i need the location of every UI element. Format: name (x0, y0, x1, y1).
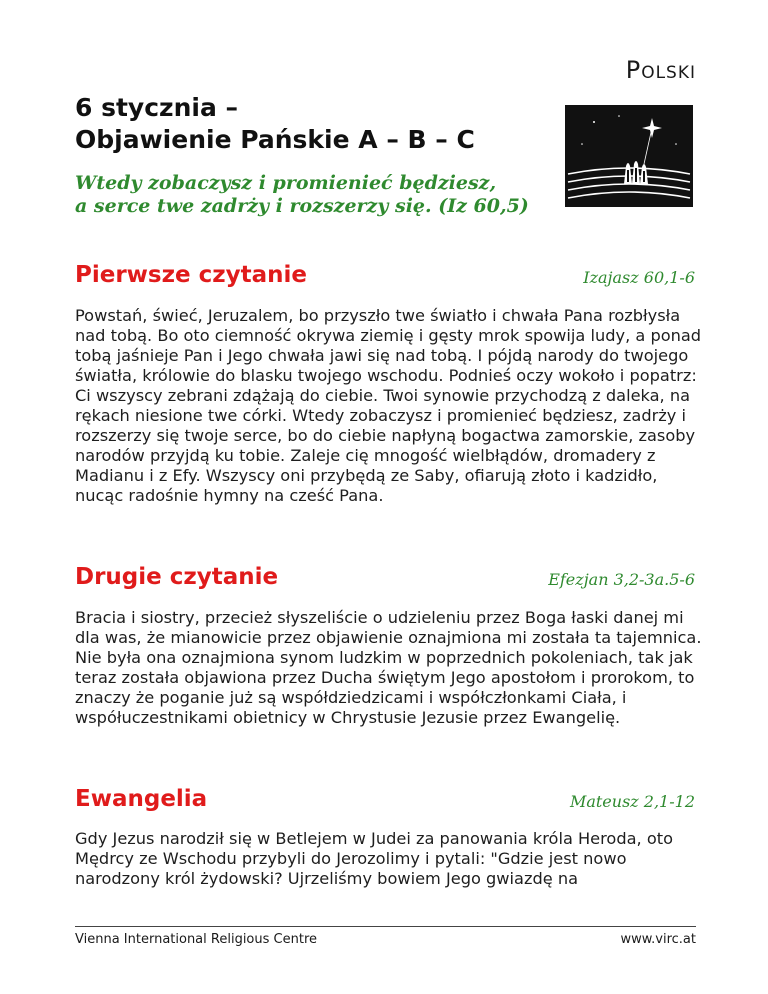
section-heading: Drugie czytanie (75, 564, 279, 590)
language-label: Polski (625, 56, 696, 84)
footer-organization: Vienna International Religious Centre (75, 932, 317, 947)
footer-website-link[interactable]: www.virc.at (620, 932, 696, 947)
section-gospel-header (75, 786, 695, 816)
page-title (75, 92, 545, 156)
section-reference: Izajasz 60,1-6 (583, 268, 695, 287)
title-line-1: 6 stycznia – (75, 93, 239, 122)
motto-line-1: Wtedy zobaczysz i promienieć będziesz, (75, 172, 497, 194)
magi-star-woodcut-image (564, 104, 694, 208)
footer-divider (75, 926, 696, 927)
motto (75, 172, 545, 218)
section-second-reading-header (75, 564, 695, 594)
section-text: Powstań, świeć, Jeruzalem, bo przyszło twe światło i chwała Pana rozbłysła nad tobą. Bo oto ciemność okrywa ziemię i gęsty mrok spowija ludy, a ponad tobą jaśnieje Pan i Jego chwała jawi się nad tobą. I pójdą narody do twojego światła, królowie do blasku twojego wschodu. Podnieś oczy wokoło i popatrz: Ci wszyscy zebrani zdążają do ciebie. Twoi synowie przychodzą z daleka, na rękach niesione twe córki. Wtedy zobaczysz i promienieć będziesz, zadrży i rozszerzy się twoje serce, bo do ciebie napłyną bogactwa zamorskie, zasoby narodów przyjdą ku tobie. Zaleje cię mnogość wielbłądów, dromadery z Madianu i z Efy. Wszyscy oni przybędą ze Saby, ofiarują złoto i kadzidło, nucąc radośnie hymny na cześć Pana. (75, 306, 702, 505)
section-text: Gdy Jezus narodził się w Betlejem w Judei za panowania króla Heroda, oto Mędrcy ze Wschodu przybyli do Jerozolimy i pytali: "Gdzie jest nowo narodzony król żydowski? Ujrzeliśmy bowiem Jego gwiazdę na (75, 829, 673, 888)
section-first-reading-header (75, 262, 695, 292)
section-text: Bracia i siostry, przecież słyszeliście o udzieleniu przez Boga łaski danej mi dla was, że mianowicie przez objawienie oznajmiona mi została ta tajemnica. Nie była ona oznajmiona synom ludzkim w poprzednich pokoleniach, tak jak teraz została objawiona przez Ducha świętym Jego apostołom i prorokom, to znaczy że poganie już są współdziedzicami i współczłonkami Ciała, i współuczestnikami obietnicy w Chrystusie Jezusie przez Ewangelię. (75, 608, 702, 727)
section-reference: Mateusz 2,1-12 (569, 792, 695, 811)
section-heading: Pierwsze czytanie (75, 262, 307, 288)
section-reference: Efezjan 3,2-3a.5-6 (548, 570, 695, 589)
section-heading: Ewangelia (75, 786, 208, 812)
motto-line-2: a serce twe zadrży i rozszerzy się. (Iz 60,5) (75, 195, 529, 217)
title-line-2: Objawienie Pańskie A – B – C (75, 125, 475, 154)
